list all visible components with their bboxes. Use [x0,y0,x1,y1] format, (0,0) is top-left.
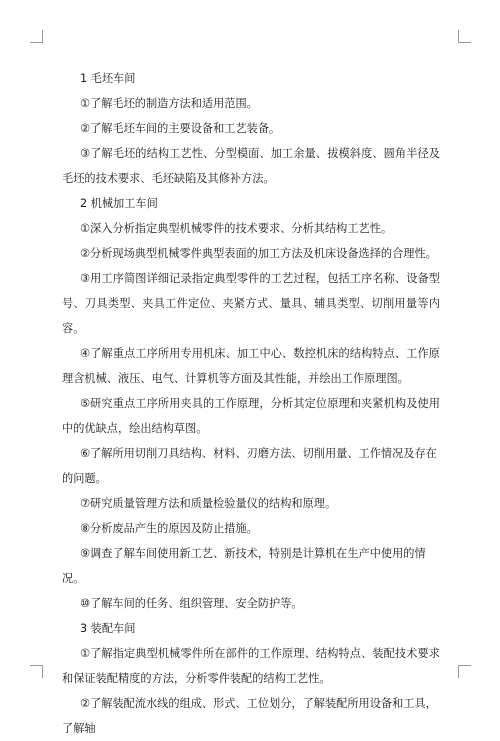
section-heading-machining-workshop: 2 机械加工车间 [80,197,158,210]
list-item: ⑨调查了解车间使用新工艺、新技术，特别是计算机在生产中使用的情况。 [62,547,426,585]
list-item: ⑩了解车间的任务、组织管理、安全防护等。 [80,597,303,610]
list-item: ③了解毛坯的结构工艺性、分型模面、加工余量、拔模斜度、圆角半径及毛坯的技术要求、毛坯缺陷及其修补方法。 [62,147,440,185]
crop-mark-bottom-left [30,665,43,678]
document-body [62,66,440,741]
list-item: ⑤研究重点工序所用夹具的工作原理，分析其定位原理和夹紧机构及使用中的优缺点，绘出结构草图。 [62,397,440,435]
list-item: ①了解指定典型机械零件所在部件的工作原理、结构特点、装配技术要求和保证装配精度的方法，分析零件装配的结构工艺性。 [62,647,440,685]
list-item: ⑥了解所用切削刀具结构、材料、刃磨方法、切削用量、工作情况及存在的问题。 [62,447,437,485]
list-item: ④了解重点工序所用专用机床、加工中心、数控机床的结构特点、工作原理含机械、液压、电气、计算机等方面及其性能，并绘出工作原理图。 [62,347,440,385]
list-item: ②了解毛坯车间的主要设备和工艺装备。 [80,122,281,135]
list-item: ⑦研究质量管理方法和质量检验量仪的结构和原理。 [80,497,337,510]
section-heading-blank-workshop: 1 毛坯车间 [80,72,136,85]
list-item: ②了解装配流水线的组成、形式、工位划分，了解装配所用设备和工具，了解轴 [62,697,437,735]
list-item: ③用工序简图详细记录指定典型零件的工艺过程，包括工序名称、设备型号、刀具类型、夹具工件定位、夹紧方式、量具、辅具类型、切削用量等内容。 [62,272,440,335]
list-item: ①了解毛坯的制造方法和适用范围。 [80,97,258,110]
crop-mark-bottom-right [458,665,471,678]
list-item: ①深入分析指定典型机械零件的技术要求、分析其结构工艺性。 [80,222,393,235]
list-item: ②分析现场典型机械零件典型表面的加工方法及机床设备选择的合理性。 [80,247,437,260]
crop-mark-top-right [458,30,471,43]
section-heading-assembly-workshop: 3 装配车间 [80,622,136,635]
list-item: ⑧分析废品产生的原因及防止措施。 [80,522,258,535]
crop-mark-top-left [30,30,43,43]
